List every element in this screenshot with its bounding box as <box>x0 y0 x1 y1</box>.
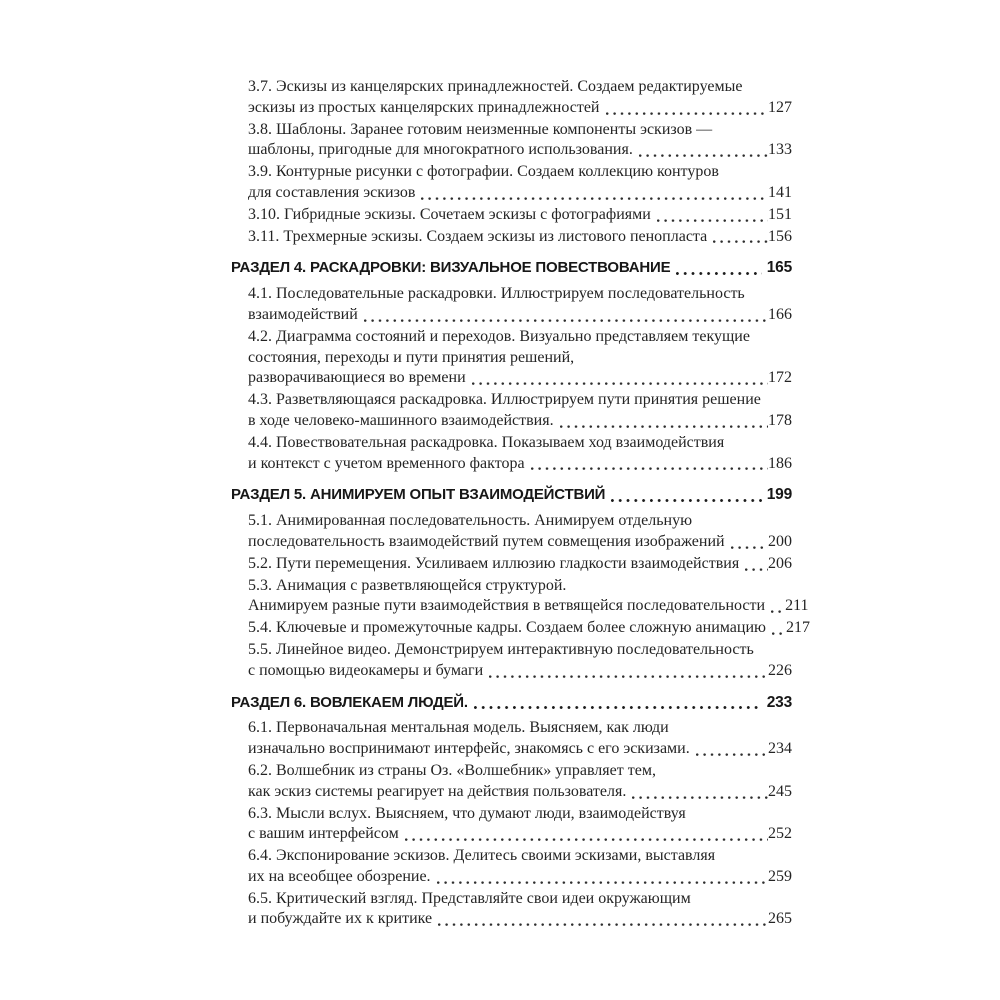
page-number: 245 <box>768 782 792 800</box>
dot-leader <box>676 271 761 276</box>
toc-entry <box>231 804 792 846</box>
entry-text: и побуждайте их к критике <box>248 910 433 928</box>
entry-text: как эскиз системы реагирует на действия пользователя. <box>248 782 627 800</box>
entry-line <box>248 411 792 432</box>
toc-entry <box>231 77 792 119</box>
page-number: 252 <box>768 825 792 843</box>
toc-entry <box>231 227 792 248</box>
dot-leader <box>560 424 768 429</box>
entry-text: с помощью видеокамеры и бумаги <box>248 661 484 679</box>
entry-text: 3.9. Контурные рисунки с фотографии. Создаем коллекцию контуров <box>248 163 719 181</box>
entry-text: 5.3. Анимация с разветвляющейся структурой. <box>248 576 567 594</box>
toc-entry <box>231 761 792 803</box>
toc-section-header <box>231 485 792 506</box>
dot-leader <box>364 318 768 323</box>
entry-text: 5.4. Ключевые и промежуточные кадры. Создаем более сложную анимацию <box>248 619 766 637</box>
entry-text: 4.1. Последовательные раскадровки. Иллюстрируем последовательность <box>248 285 745 303</box>
entry-line <box>248 739 792 760</box>
entry-text: разворачивающиеся во времени <box>248 369 466 387</box>
entry-line <box>248 454 792 475</box>
entry-text: 3.11. Трехмерные эскизы. Создаем эскизы из листового пенопласта <box>248 227 708 245</box>
dot-leader <box>405 837 768 842</box>
entry-text: взаимодействий <box>248 305 358 323</box>
entry-text: 6.3. Мысли вслух. Выясняем, что думают люди, взаимодействуя <box>248 804 686 822</box>
toc-entry <box>231 640 792 682</box>
entry-line <box>248 909 792 930</box>
dot-leader <box>745 567 768 572</box>
section-title: РАЗДЕЛ 5. АНИМИРУЕМ ОПЫТ ВЗАИМОДЕЙСТВИЙ <box>231 486 606 504</box>
entry-line <box>248 576 792 597</box>
entry-line <box>248 867 792 888</box>
entry-text: 5.2. Пути перемещения. Усиливаем иллюзию гладкости взаимодействия <box>248 554 740 572</box>
toc-section-header <box>231 258 792 279</box>
entry-line <box>248 824 792 845</box>
section-title: РАЗДЕЛ 4. РАСКАДРОВКИ: ВИЗУАЛЬНОЕ ПОВЕСТВОВАНИЕ <box>231 259 671 277</box>
section-title: РАЗДЕЛ 6. ВОВЛЕКАЕМ ЛЮДЕЙ. <box>231 693 468 711</box>
page-number: 211 <box>785 597 809 615</box>
toc-entry <box>231 120 792 162</box>
entry-line <box>248 782 792 803</box>
entry-text: 4.4. Повествовательная раскадровка. Показываем ход взаимодействия <box>248 433 725 451</box>
entry-line <box>248 532 792 553</box>
entry-text: в ходе человеко-машинного взаимодействия. <box>248 411 554 429</box>
dot-leader <box>639 153 768 158</box>
dot-leader <box>772 631 786 636</box>
entry-line <box>248 640 792 661</box>
entry-line <box>248 596 809 617</box>
entry-line <box>248 205 792 226</box>
entry-line <box>248 284 792 305</box>
dot-leader <box>632 795 768 800</box>
entry-line <box>248 846 792 867</box>
entry-text: 6.2. Волшебник из страны Оз. «Волшебник» управляет тем, <box>248 761 656 779</box>
entry-text: 6.1. Первоначальная ментальная модель. Выясняем, как люди <box>248 719 669 737</box>
entry-line <box>248 120 792 141</box>
dot-leader <box>657 218 768 223</box>
page-number: 156 <box>768 227 792 245</box>
entry-text: с вашим интерфейсом <box>248 825 399 843</box>
page-number: 133 <box>768 141 792 159</box>
page-number: 226 <box>768 661 792 679</box>
dot-leader <box>713 239 768 244</box>
page-number: 234 <box>768 740 792 758</box>
page-number: 166 <box>768 305 792 323</box>
dot-leader <box>438 922 768 927</box>
dot-leader <box>771 609 785 614</box>
entry-text: и контекст с учетом временного фактора <box>248 454 525 472</box>
entry-text: 3.10. Гибридные эскизы. Сочетаем эскизы с фотографиями <box>248 205 651 223</box>
toc-entry <box>231 162 792 204</box>
toc-entry <box>231 618 810 639</box>
toc-section-header <box>231 693 792 714</box>
toc-list <box>231 77 810 931</box>
entry-line <box>248 227 792 248</box>
entry-line <box>248 889 792 910</box>
entry-text: изначально воспринимают интерфейс, знакомясь с его эскизами. <box>248 740 690 758</box>
toc-entry <box>231 205 792 226</box>
toc-entry <box>231 511 792 553</box>
page-number: 206 <box>768 554 792 572</box>
entry-text: 4.2. Диаграмма состояний и переходов. Визуально представляем текущие <box>248 327 750 345</box>
page-number: 233 <box>766 693 792 711</box>
entry-line <box>248 761 792 782</box>
toc-entry <box>231 718 792 760</box>
toc-entry <box>231 327 792 389</box>
dot-leader <box>531 466 768 471</box>
page-number: 172 <box>768 369 792 387</box>
entry-line <box>248 618 810 639</box>
page-number: 178 <box>768 411 792 429</box>
dot-leader <box>474 705 762 710</box>
entry-line <box>248 162 792 183</box>
entry-text: 5.1. Анимированная последовательность. Анимируем отдельную <box>248 512 693 530</box>
page-number: 141 <box>768 183 792 201</box>
toc-entry <box>231 284 792 326</box>
entry-text: шаблоны, пригодные для многократного использования. <box>248 141 633 159</box>
entry-line <box>248 77 792 98</box>
entry-line <box>248 140 792 161</box>
page-number: 265 <box>768 910 792 928</box>
toc-entry <box>231 554 792 575</box>
entry-line <box>248 718 792 739</box>
dot-leader <box>437 880 768 885</box>
entry-text: 4.3. Разветвляющаяся раскадровка. Иллюстрируем пути принятия решение <box>248 391 761 409</box>
page-number: 199 <box>766 486 792 504</box>
entry-text: Анимируем разные пути взаимодействия в ветвящейся последовательности <box>248 597 766 615</box>
page-number: 186 <box>768 454 792 472</box>
entry-line <box>248 554 792 575</box>
entry-text: 5.5. Линейное видео. Демонстрируем интерактивную последовательность <box>248 640 754 658</box>
entry-text: 6.5. Критический взгляд. Представляйте свои идеи окружающим <box>248 889 691 907</box>
toc-entry <box>231 889 792 931</box>
dot-leader <box>731 545 768 550</box>
entry-line <box>248 804 792 825</box>
entry-line <box>248 348 792 369</box>
entry-text: для составления эскизов <box>248 183 416 201</box>
entry-line <box>248 390 792 411</box>
page-number: 200 <box>768 532 792 550</box>
dot-leader <box>611 498 761 503</box>
entry-line <box>248 433 792 454</box>
entry-text: состояния, переходы и пути принятия решений, <box>248 348 575 366</box>
entry-text: 3.7. Эскизы из канцелярских принадлежностей. Создаем редактируемые <box>248 78 743 95</box>
entry-text: их на всеобщее обозрение. <box>248 867 431 885</box>
entry-text: последовательность взаимодействий путем совмещения изображений <box>248 532 725 550</box>
entry-text: 6.4. Экспонирование эскизов. Делитесь своими эскизами, выставляя <box>248 847 716 865</box>
dot-leader <box>472 381 768 386</box>
entry-line <box>248 98 792 119</box>
page-number: 151 <box>768 205 792 223</box>
entry-line <box>248 183 792 204</box>
toc-entry <box>231 576 809 618</box>
entry-text: 3.8. Шаблоны. Заранее готовим неизменные компоненты эскизов — <box>248 120 713 138</box>
page-number: 127 <box>768 98 792 116</box>
dot-leader <box>421 196 768 201</box>
page-number: 217 <box>785 619 810 637</box>
page-number: 165 <box>766 259 792 277</box>
dot-leader <box>606 111 769 116</box>
toc-entry <box>231 433 792 475</box>
toc-entry <box>231 846 792 888</box>
entry-line <box>248 327 792 348</box>
page-number: 259 <box>768 867 792 885</box>
entry-line <box>248 368 792 389</box>
entry-text: эскизы из простых канцелярских принадлежностей <box>248 98 600 116</box>
toc-entry <box>231 390 792 432</box>
entry-line <box>248 661 792 682</box>
dot-leader <box>489 674 768 679</box>
entry-line <box>248 305 792 326</box>
entry-line <box>248 511 792 532</box>
dot-leader <box>696 752 768 757</box>
